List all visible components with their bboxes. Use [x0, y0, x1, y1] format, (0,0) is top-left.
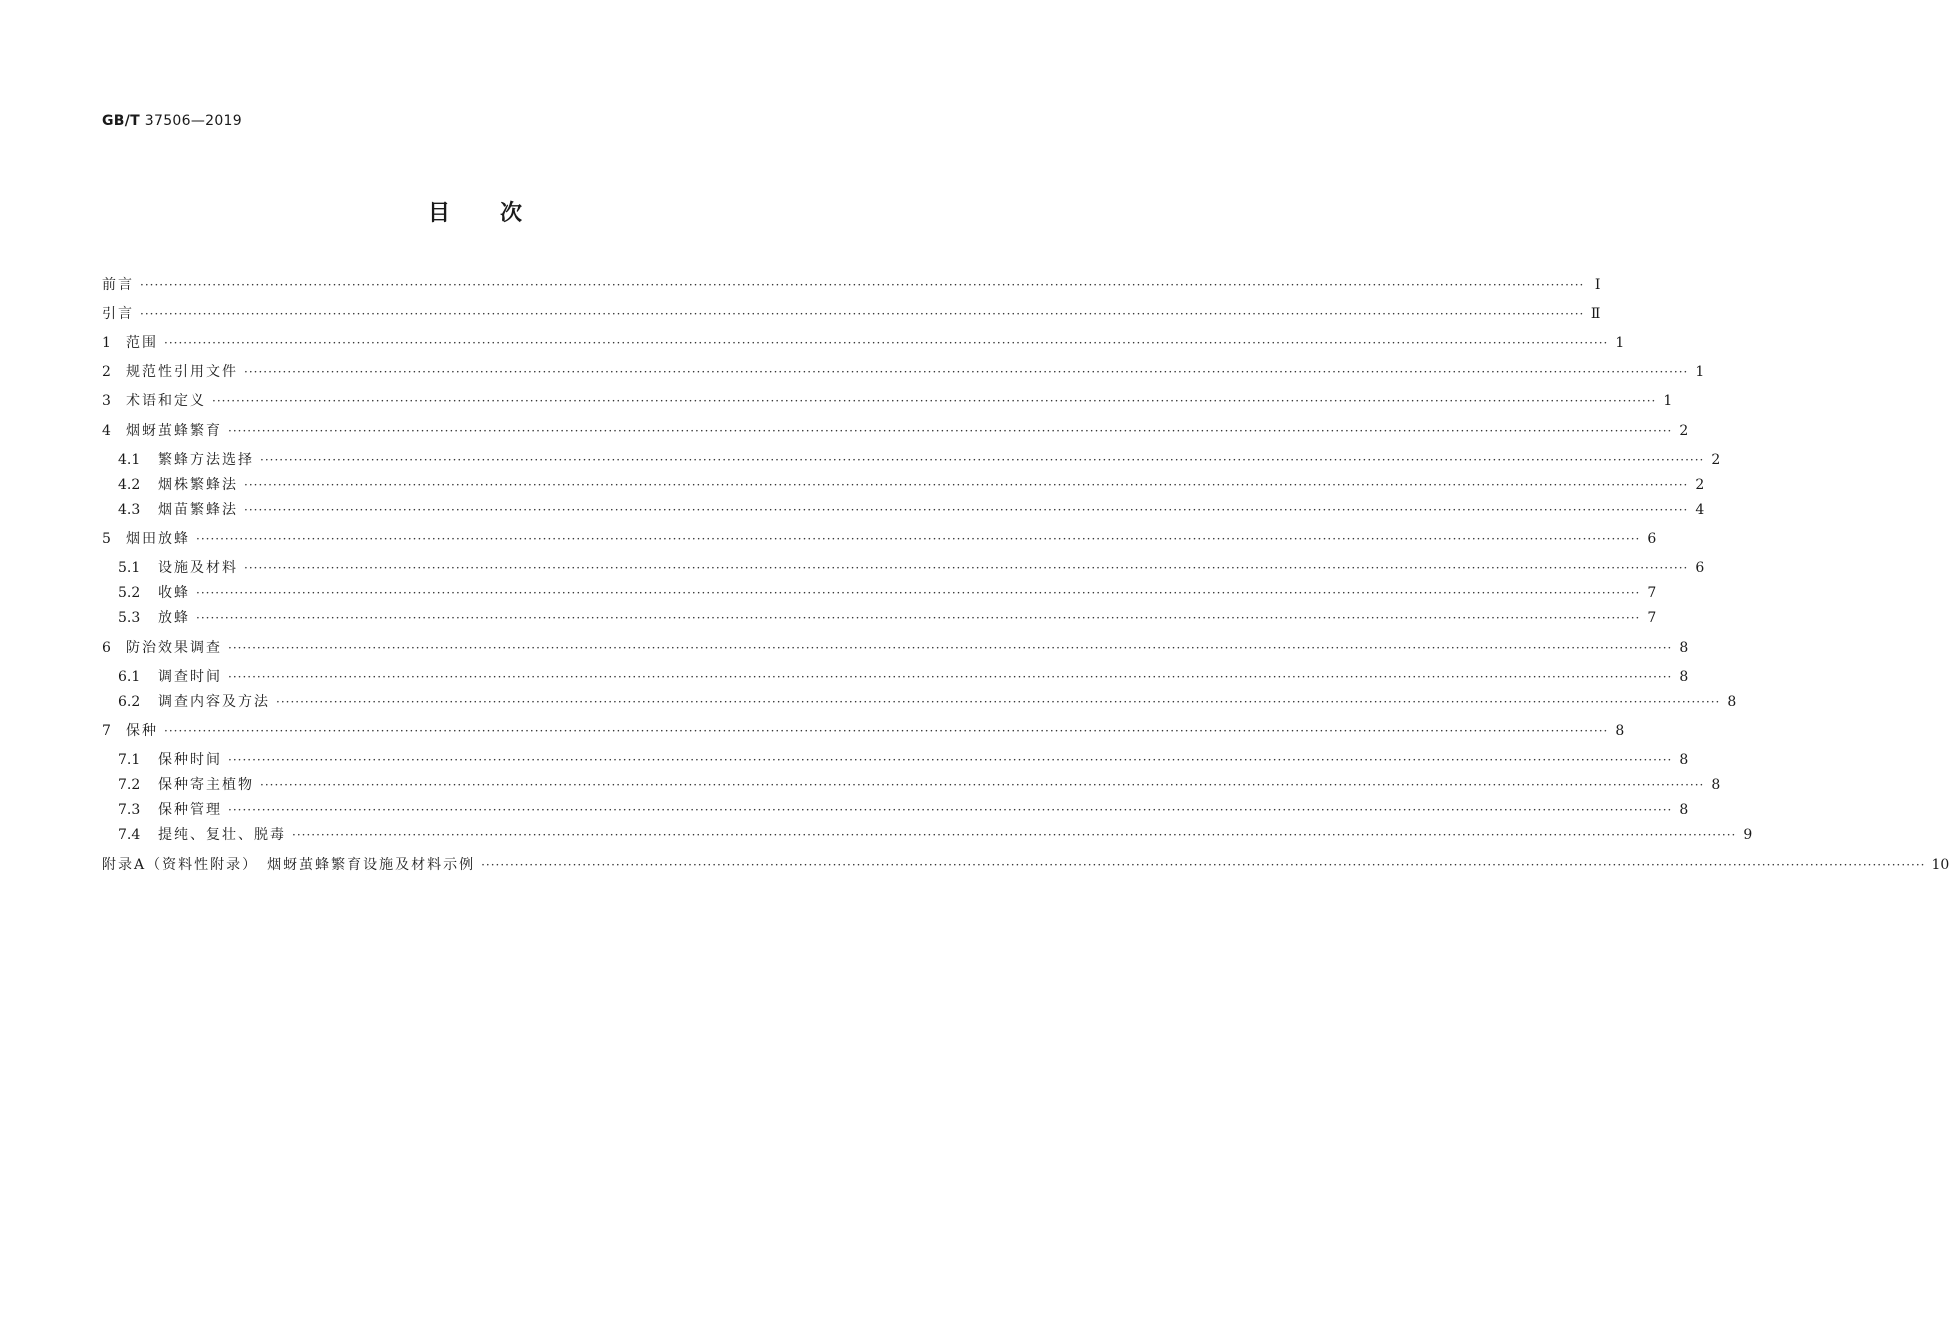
toc-entry[interactable]	[118, 499, 1705, 521]
toc-leader-dots: ············································································································································································································································································································	[140, 278, 1585, 292]
toc-entry-label: 调查内容及方法	[158, 694, 270, 710]
page-title: 目次	[427, 201, 572, 226]
toc-entry-page: 8	[1679, 752, 1689, 768]
toc-entry-label: 提纯、复壮、脱毒	[158, 827, 286, 843]
toc-entry-page: 8	[1679, 802, 1689, 818]
toc-entry[interactable]	[118, 799, 1689, 821]
toc-entry-number: 5.1	[118, 560, 141, 576]
toc-entry-number: 5	[102, 531, 111, 547]
toc-entry[interactable]	[102, 332, 1625, 354]
toc-entry-label: 烟田放蜂	[126, 531, 190, 547]
toc-entry-number: 7	[102, 723, 111, 739]
toc-entry-page: 8	[1615, 723, 1625, 739]
toc-entry-page: 9	[1743, 827, 1753, 843]
standard-code	[102, 113, 242, 129]
toc-entry-number: 7.2	[118, 777, 141, 793]
toc-leader-dots: ············································································································································································································································································································	[228, 803, 1673, 817]
toc-entry-page: 1	[1663, 393, 1673, 409]
toc-entry-label: 烟株繁蜂法	[158, 477, 238, 493]
toc-entry-label: 规范性引用文件	[126, 364, 238, 380]
toc-entry[interactable]	[102, 637, 1689, 659]
toc-entry-label: 收蜂	[158, 585, 190, 601]
toc-entry-label: 保种寄主植物	[158, 777, 254, 793]
toc-entry-label: 调查时间	[158, 669, 222, 685]
toc-entry-label: 防治效果调查	[126, 640, 222, 656]
toc-entry-label: 保种时间	[158, 752, 222, 768]
toc-entry-number: 4.2	[118, 477, 141, 493]
toc-entry[interactable]	[118, 582, 1657, 604]
toc-leader-dots: ············································································································································································································································································································	[244, 561, 1689, 575]
toc-entry-page: 1	[1615, 335, 1625, 351]
toc-entry[interactable]	[118, 691, 1737, 713]
toc-leader-dots: ············································································································································································································································································································	[196, 611, 1641, 625]
toc-entry-number: 5.2	[118, 585, 141, 601]
toc-entry-page: 10	[1931, 857, 1949, 873]
toc-leader-dots: ············································································································································································································································································································	[244, 365, 1689, 379]
toc-leader-dots: ············································································································································································································································································································	[228, 424, 1673, 438]
toc-entry-label: 保种	[126, 723, 158, 739]
toc-entry[interactable]	[102, 720, 1625, 742]
toc-entry-number: 4	[102, 423, 111, 439]
toc-entry-page: 7	[1647, 610, 1657, 626]
toc-entry[interactable]	[118, 607, 1657, 629]
toc-leader-dots: ············································································································································································································································································································	[196, 586, 1641, 600]
toc-entry-number: 6.2	[118, 694, 141, 710]
toc-leader-dots: ············································································································································································································································································································	[196, 532, 1641, 546]
toc-entry-label: 附录A（资料性附录） 烟蚜茧蜂繁育设施及材料示例	[102, 857, 476, 873]
toc-leader-dots: ············································································································································································································································································································	[260, 778, 1705, 792]
toc-entry-page: 2	[1679, 423, 1689, 439]
toc-entry-page: 8	[1711, 777, 1721, 793]
standard-prefix: GB/T	[102, 113, 141, 129]
toc-entry[interactable]	[118, 666, 1689, 688]
toc-entry-label: 术语和定义	[126, 393, 206, 409]
toc-entry-page: 2	[1695, 477, 1705, 493]
toc-entry[interactable]	[118, 824, 1753, 846]
toc-leader-dots: ············································································································································································································································································································	[276, 695, 1721, 709]
toc-leader-dots: ············································································································································································································································································································	[212, 394, 1657, 408]
toc-leader-dots: ············································································································································································································································································································	[228, 753, 1673, 767]
toc-entry[interactable]	[118, 749, 1689, 771]
toc-entry-number: 6	[102, 640, 111, 656]
toc-entry-page: 2	[1711, 452, 1721, 468]
toc-entry-number: 7.1	[118, 752, 141, 768]
toc-entry-label: 繁蜂方法选择	[158, 452, 254, 468]
toc-leader-dots: ············································································································································································································································································································	[244, 478, 1689, 492]
toc-entry-number: 4.3	[118, 502, 141, 518]
toc-entry[interactable]	[118, 474, 1705, 496]
toc-entry-number: 6.1	[118, 669, 141, 685]
toc-leader-dots: ············································································································································································································································································································	[164, 724, 1609, 738]
toc-entry-number: 4.1	[118, 452, 141, 468]
toc-entry-page: 7	[1647, 585, 1657, 601]
toc-leader-dots: ············································································································································································································································································································	[140, 307, 1585, 321]
toc-leader-dots: ············································································································································································································································································································	[292, 828, 1737, 842]
toc-entry-label: 烟苗繁蜂法	[158, 502, 238, 518]
toc-leader-dots: ············································································································································································································································································································	[260, 453, 1705, 467]
toc-entry-label: 引言	[102, 306, 134, 322]
toc-leader-dots: ············································································································································································································································································································	[228, 670, 1673, 684]
toc-entry[interactable]	[102, 303, 1601, 325]
toc-entry-label: 放蜂	[158, 610, 190, 626]
toc-entry-page: 6	[1695, 560, 1705, 576]
toc-leader-dots: ············································································································································································································································································································	[244, 503, 1689, 517]
toc-entry[interactable]	[102, 361, 1705, 383]
toc-leader-dots: ············································································································································································································································································································	[481, 858, 1926, 872]
toc-entry-label: 烟蚜茧蜂繁育	[126, 423, 222, 439]
toc-entry-label: 保种管理	[158, 802, 222, 818]
toc-leader-dots: ············································································································································································································································································································	[228, 641, 1673, 655]
standard-number: 37506—2019	[144, 113, 242, 129]
toc-entry-label: 前言	[102, 277, 134, 293]
toc-entry[interactable]	[102, 274, 1601, 296]
toc-entry[interactable]	[102, 390, 1673, 412]
toc-entry-number: 1	[102, 335, 111, 351]
toc-entry-page: 1	[1695, 364, 1705, 380]
toc-entry[interactable]	[118, 774, 1721, 796]
toc-entry-page: 8	[1679, 640, 1689, 656]
toc-entry-number: 7.3	[118, 802, 141, 818]
toc-leader-dots: ············································································································································································································································································································	[164, 336, 1609, 350]
toc-entry[interactable]	[118, 557, 1705, 579]
toc-entry-label: 范围	[126, 335, 158, 351]
toc-entry-page: 6	[1647, 531, 1657, 547]
toc-entry-number: 3	[102, 393, 111, 409]
toc-entry-page: 4	[1695, 502, 1705, 518]
toc-entry[interactable]	[102, 854, 1949, 876]
toc-entry-page: Ⅰ	[1594, 277, 1601, 293]
toc-entry-page: 8	[1727, 694, 1737, 710]
toc-entry[interactable]	[102, 528, 1657, 550]
toc-entry-label: 设施及材料	[158, 560, 238, 576]
toc-entry-number: 2	[102, 364, 111, 380]
toc-entry-number: 5.3	[118, 610, 141, 626]
toc-entry-page: 8	[1679, 669, 1689, 685]
toc-entry-page: Ⅱ	[1590, 306, 1601, 322]
toc-entry[interactable]	[102, 420, 1689, 442]
toc-entry[interactable]	[118, 449, 1721, 471]
toc-entry-number: 7.4	[118, 827, 141, 843]
